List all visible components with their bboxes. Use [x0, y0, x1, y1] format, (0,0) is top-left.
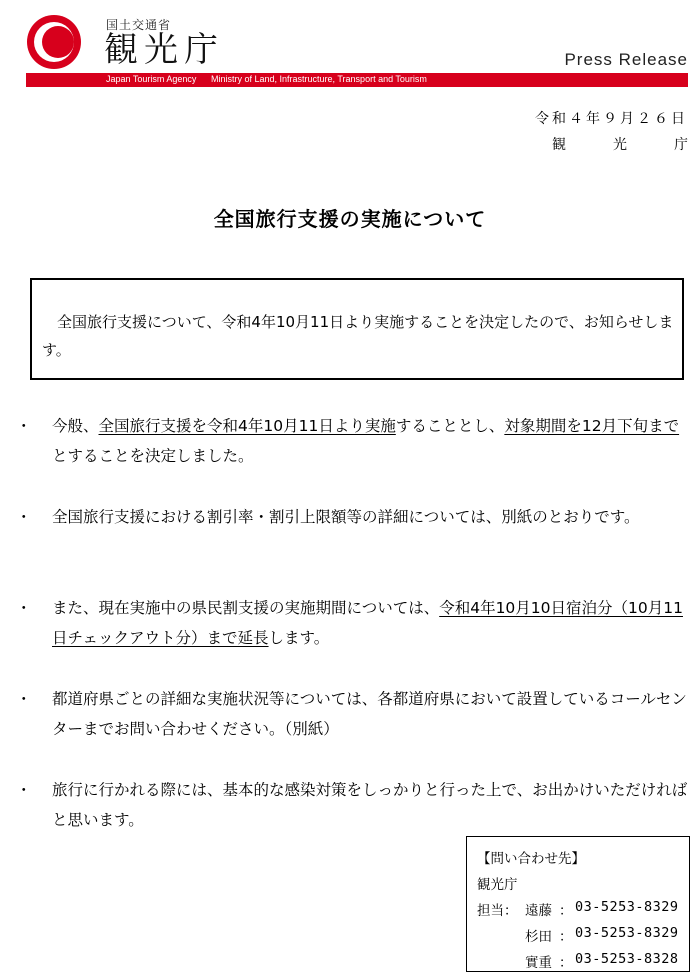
bullet-item [16, 411, 692, 471]
english-ministry-name: Ministry of Land, Infrastructure, Transport and Tourism [211, 74, 427, 84]
contact-box [466, 836, 690, 972]
issuer [552, 134, 688, 154]
bullet-text: また、現在実施中の県民割支援の実施期間については、 [52, 599, 440, 617]
bullet-marker: ・ [16, 417, 32, 435]
bullet-marker: ・ [16, 599, 32, 617]
bullet-text: 全国旅行支援における割引率・割引上限額等の詳細については、別紙のとおりです。 [52, 508, 640, 526]
release-date: 令和４年９月２６日 [535, 111, 688, 127]
summary-text: 全国旅行支援について、令和4年10月11日より実施することを決定したので、お知らせします。 [42, 313, 674, 359]
bullet-text: することとし、 [395, 417, 505, 435]
contact-phone: 03-5253-8329 [575, 925, 679, 941]
issuer-char: 光 [613, 137, 627, 153]
bullet-marker: ・ [16, 690, 32, 708]
underlined-text: 全国旅行支援を令和4年10月11日より実施 [98, 417, 396, 435]
ministry-label: 国土交通省 [106, 18, 172, 32]
bullet-marker: ・ [16, 508, 32, 526]
agency-name: 観光庁 [104, 30, 224, 70]
bullet-text: 都道府県ごとの詳細な実施状況等については、各都道府県において設置しているコールセンターまでお問い合わせください。（別紙） [52, 690, 687, 738]
contact-separator: ： [559, 955, 573, 971]
bullet-text: とすることを決定しました。 [52, 447, 254, 465]
bullet-item [16, 775, 692, 835]
contact-name: 杉田 [525, 929, 552, 945]
contact-separator: ： [559, 903, 573, 919]
underlined-text: 対象期間を12月下旬まで [504, 417, 680, 435]
header-red-bar [26, 73, 688, 87]
summary-box [30, 278, 684, 380]
contact-name: 遠藤 [525, 903, 552, 919]
contact-heading: 【問い合わせ先】 [477, 851, 585, 867]
bullet-text: 今般、 [52, 417, 99, 435]
underlined-text: 令和4年10月10日宿泊分（10月11日チェックアウト分）まで延長 [52, 599, 683, 647]
press-release-label: Press Release [564, 50, 688, 69]
bullet-text: します。 [268, 629, 330, 647]
contact-organization: 観光庁 [477, 877, 518, 893]
bullet-text: 旅行に行かれる際には、基本的な感染対策をしっかりと行った上で、お出かけいただければと思います。 [52, 781, 688, 829]
english-agency-name: Japan Tourism Agency [106, 74, 197, 84]
page-title: 全国旅行支援の実施について [213, 207, 487, 231]
contact-phone: 03-5253-8328 [575, 951, 679, 967]
bullet-item [16, 684, 692, 744]
bullet-item [16, 502, 692, 532]
issuer-char: 観 [552, 137, 566, 153]
issuer-char: 庁 [674, 137, 688, 153]
contact-person-label: 担当： [477, 903, 518, 919]
contact-phone: 03-5253-8329 [575, 899, 679, 915]
contact-name: 實重 [525, 955, 552, 971]
bullet-item [16, 593, 692, 653]
contact-separator: ： [559, 929, 573, 945]
bullet-marker: ・ [16, 781, 32, 799]
logo-mark-icon [26, 14, 82, 70]
